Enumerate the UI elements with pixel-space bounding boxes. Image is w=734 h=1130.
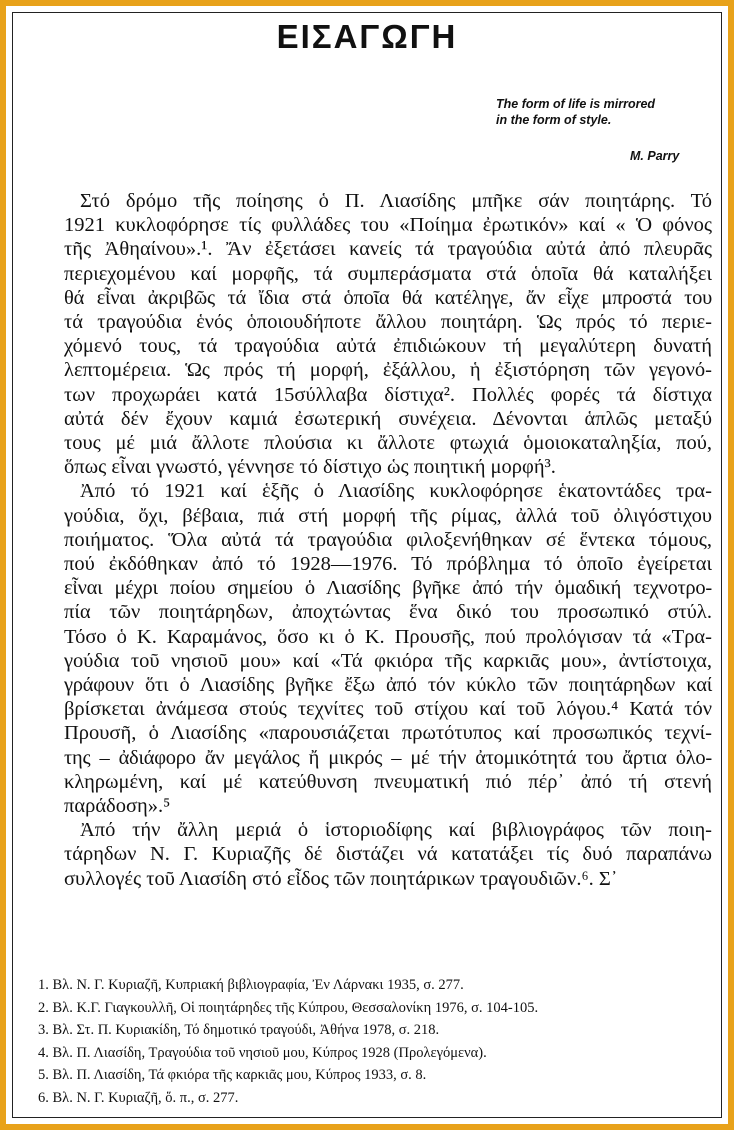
footnotes: [38, 974, 718, 1110]
body-line: τους μέ μιά ἄλλοτε πλούσια κι ἄλλοτε φτωχιά ὁμοιοκαταληξία, πού,: [64, 432, 712, 455]
body-line: γούδια τοῦ νησιοῦ μου» καί «Τά φκιόρα τῆς καρκιᾶς μου», ἀντίστοιχα,: [64, 649, 712, 672]
body-line: ποιήματος. Ὅλα αὐτά τά τραγούδια φιλοξενήθηκαν σέ ἕντεκα τόμους,: [64, 528, 712, 551]
body-line: γράφουν ὅτι ὁ Λιασίδης βγῆκε ἔξω ἀπό τόν κύκλο τῶν ποιητάρηδων καί: [64, 674, 712, 697]
body-line: παράδοση».⁵: [64, 795, 171, 818]
epigraph-author: M. Parry: [630, 149, 680, 163]
body-line: περιεχομένου καί μορφῆς, τά συμπεράσματα στά ὁποῖα θά καταλήξει: [64, 262, 712, 285]
epigraph-line-2: in the form of style.: [496, 113, 612, 127]
footnote: 4. Βλ. Π. Λιασίδη, Τραγούδια τοῦ νησιοῦ μου, Κύπρος 1928 (Προλεγόμενα).: [38, 1044, 487, 1061]
page-title: ΕΙΣΑΓΩΓΗ: [276, 18, 458, 55]
body-line: 1921 κυκλοφόρησε τίς φυλλάδες του «Ποίημα ἐρωτικόν» καί « Ὁ φόνος: [64, 214, 712, 237]
footnote: 1. Βλ. Ν. Γ. Κυριαζῆ, Κυπριακή βιβλιογραφία, Ἐν Λάρνακι 1935, σ. 277.: [38, 977, 464, 993]
body-line: πού ἐκδόθηκαν ἀπό τό 1928—1976. Τό πρόβλημα τό ὁποῖο ἐγείρεται: [64, 553, 712, 576]
body-line: των προχωράει κατά 15σύλλαβα δίστιχα². Πολλές φορές τά δίστιχα: [64, 383, 712, 406]
body-line: βρίσκεται ἀνάμεσα στούς τεχνίτες τοῦ στίχου καί τοῦ λόγου.⁴ Κατά τόν: [64, 698, 712, 721]
body-line: γούδια, ὄχι, βέβαια, πιά στή μορφή τῆς ρίμας, ἀλλά τοῦ ὀλιγόστιχου: [64, 504, 712, 527]
epigraph-line-1: The form of life is mirrored: [496, 97, 656, 111]
body-line: τά τραγούδια ἑνός ὁποιουδήποτε ἄλλου ποιητάρη. Ὡς πρός τό περιε-: [64, 311, 712, 334]
body-line: Προυσῆ, ὁ Λιασίδης «παρουσιάζεται πρωτότυπος καί προσωπικός τεχνί-: [64, 722, 712, 745]
body-line: χόμενό τους, τά τραγούδια αὐτά ἐπιδιώκουν τή μεγαλύτερη δυνατή: [64, 335, 712, 358]
footnote: 2. Βλ. Κ.Γ. Γιαγκουλλῆ, Οἱ ποιητάρηδες τῆς Κύπρου, Θεσσαλονίκη 1976, σ. 104-105.: [38, 999, 539, 1016]
body-line: Τόσο ὁ Κ. Καραμάνος, ὅσο κι ὁ Κ. Προυσῆς, πού προλόγισαν τά «Τρα-: [64, 625, 712, 648]
body-line: εἶναι μέχρι ποίου σημείου ὁ Λιασίδης βγῆκε ἀπό τήν ὁμαδική τεχνοτρο-: [64, 577, 712, 600]
body-line: τῆς Ἀθηαίνου».¹. Ἄν ἐξετάσει κανείς τά τραγούδια αὐτά ἀπό πλευρᾶς: [64, 238, 712, 261]
body-line: συλλογές τοῦ Λιασίδη στό εἶδος τῶν ποιητάρικων τραγουδιῶν.⁶. Σ᾽: [64, 867, 618, 890]
body-line: ὅπως εἶναι γνωστό, γέννησε τό δίστιχο ὡς ποιητική μορφή³.: [64, 456, 556, 479]
body-line: της – ἀδιάφορο ἄν μεγάλος ἤ μικρός – μέ τήν ἀτομικότητά του ἄρτια ὁλο-: [64, 746, 712, 769]
body-line: τάρηδων Ν. Γ. Κυριαζῆς δέ διστάζει νά κατατάξει τίς δυό παραπάνω: [64, 843, 712, 866]
footnote: 5. Βλ. Π. Λιασίδη, Τά φκιόρα τῆς καρκιᾶς μου, Κύπρος 1933, σ. 8.: [38, 1067, 427, 1084]
body-text: [64, 189, 712, 891]
body-line: Στό δρόμο τῆς ποίησης ὁ Π. Λιασίδης μπῆκε σάν ποιητάρης. Τό: [80, 190, 712, 212]
body-line: αὐτά δέν ἔχουν καμιά ἐσωτερική συνέχεια. Δένονται ἁπλῶς μεταξύ: [64, 407, 712, 430]
footnote: 6. Βλ. Ν. Γ. Κυριαζῆ, ὅ. π., σ. 277.: [38, 1089, 239, 1106]
body-line: πία τῶν ποιητάρηδων, ἀποχτώντας ἕνα δικό του προσωπικό στύλ.: [64, 601, 712, 624]
body-line: Ἀπό τό 1921 καί ἑξῆς ὁ Λιασίδης κυκλοφόρησε ἑκατοντάδες τρα-: [80, 480, 712, 503]
body-line: Ἀπό τήν ἄλλη μεριά ὁ ἱστοριοδίφης καί βιβλιογράφος τῶν ποιη-: [80, 819, 712, 842]
epigraph: [496, 96, 726, 128]
body-line: λεπτομέρεια. Ὡς πρός τή μορφή, ἐξάλλου, ἡ ἐξιστόρηση τῶν γεγονό-: [64, 359, 712, 382]
body-line: κληρωμένη, καί μέ κατεύθυνση πνευματική πιό πέρ᾽ ἀπό τή στενή: [64, 770, 712, 793]
body-line: θά εἶναι ἀκριβῶς τά ἴδια στά ὁποῖα θά κατέληγε, ἄν εἶχε μπροστά του: [64, 286, 712, 309]
footnote: 3. Βλ. Στ. Π. Κυριακίδη, Τό δημοτικό τραγούδι, Ἀθήνα 1978, σ. 218.: [38, 1022, 440, 1039]
